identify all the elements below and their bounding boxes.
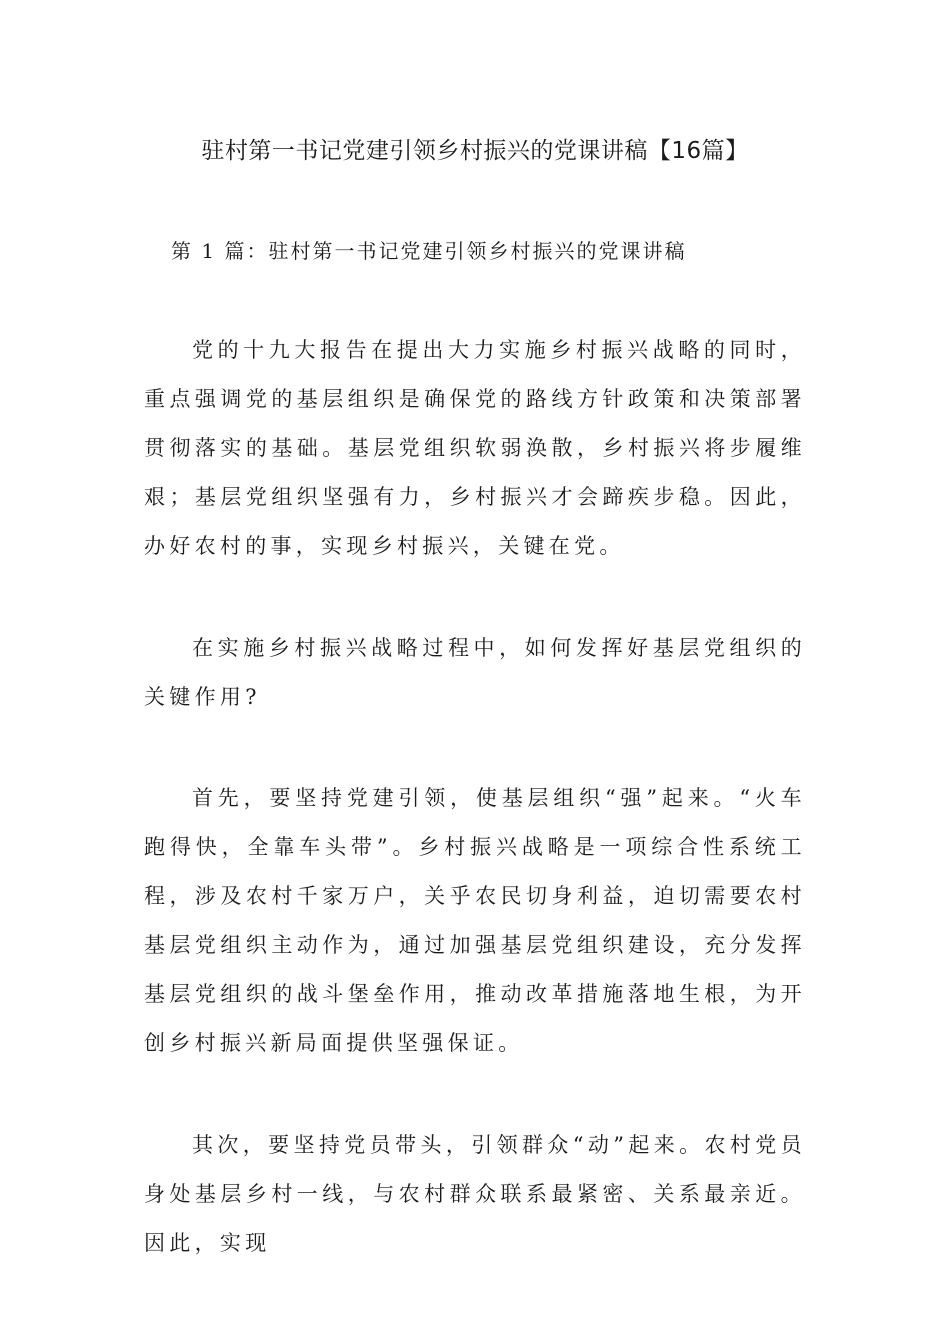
section-heading: 第 1 篇：驻村第一书记党建引领乡村振兴的党课讲稿 (171, 239, 687, 263)
body-paragraph: 在实施乡村振兴战略过程中，如何发挥好基层党组织的关键作用? (144, 636, 806, 709)
body-paragraph: 其次，要坚持党员带头，引领群众“动”起来。农村党员身处基层乡村一线，与农村群众联系最紧密、关系最亲近。因此，实现 (144, 1133, 806, 1255)
body-paragraph: 首先，要坚持党建引领，使基层组织“强”起来。“火车跑得快，全靠车头带”。乡村振兴战略是一项综合性系统工程，涉及农村千家万户，关乎农民切身利益，迫切需要农村基层党组织主动作为，通过加强基层党组织建设，充分发挥基层党组织的战斗堡垒作用，推动改革措施落地生根，为开创乡村振兴新局面提供坚强保证。 (144, 786, 806, 1055)
document-title: 驻村第一书记党建引领乡村振兴的党课讲稿【16篇】 (201, 138, 749, 164)
body-paragraph: 党的十九大报告在提出大力实施乡村振兴战略的同时，重点强调党的基层组织是确保党的路线方针政策和决策部署贯彻落实的基础。基层党组织软弱涣散，乡村振兴将步履维艰；基层党组织坚强有力，乡村振兴才会蹄疾步稳。因此，办好农村的事，实现乡村振兴，关键在党。 (144, 338, 806, 558)
